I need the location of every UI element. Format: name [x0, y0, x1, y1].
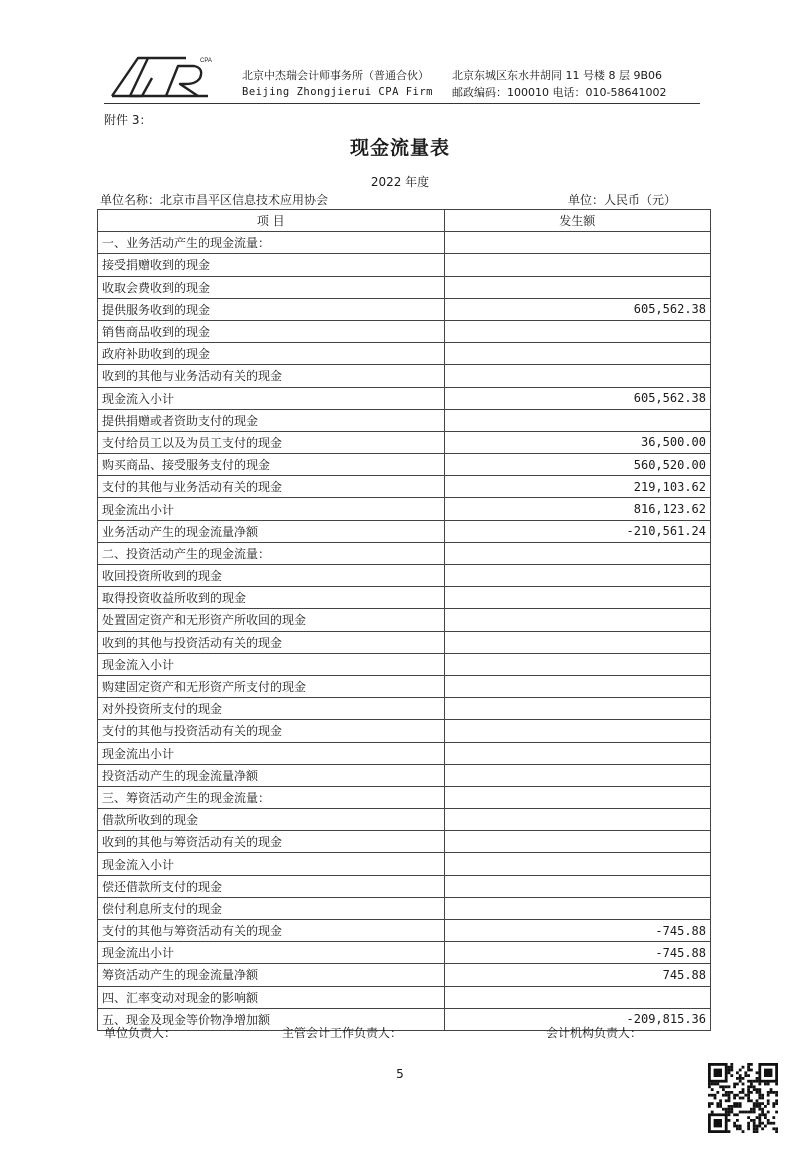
- table-row: [98, 942, 711, 964]
- table-row: [98, 298, 711, 320]
- table-row: [98, 320, 711, 342]
- row-label: 支付的其他与业务活动有关的现金: [98, 476, 445, 498]
- table-row: [98, 964, 711, 986]
- row-amount: [444, 809, 710, 831]
- row-label: 处置固定资产和无形资产所收回的现金: [98, 609, 445, 631]
- row-amount: [444, 343, 710, 365]
- row-amount: [444, 542, 710, 564]
- accounting-dept-head-label: 会计机构负责人：: [546, 1026, 643, 1040]
- row-amount: 745.88: [444, 964, 710, 986]
- row-label: 支付的其他与投资活动有关的现金: [98, 720, 445, 742]
- row-amount: 605,562.38: [444, 298, 710, 320]
- row-label: 提供捐赠或者资助支付的现金: [98, 409, 445, 431]
- row-label: 偿还借款所支付的现金: [98, 875, 445, 897]
- row-label: 支付给员工以及为员工支付的现金: [98, 431, 445, 453]
- row-amount: [444, 565, 710, 587]
- table-row: [98, 409, 711, 431]
- unit-name: 单位名称：北京市昌平区信息技术应用协会: [100, 193, 329, 207]
- row-amount: [444, 986, 710, 1008]
- column-header-item: 项 目: [98, 210, 445, 232]
- table-row: [98, 720, 711, 742]
- row-amount: [444, 631, 710, 653]
- row-amount: [444, 653, 710, 675]
- address-line: 北京东城区东水井胡同 11 号楼 8 层 9B06: [452, 69, 663, 82]
- row-amount: [444, 720, 710, 742]
- row-label: 接受捐赠收到的现金: [98, 254, 445, 276]
- table-row: [98, 520, 711, 542]
- row-label: 收到的其他与筹资活动有关的现金: [98, 831, 445, 853]
- row-amount: [444, 320, 710, 342]
- row-amount: [444, 276, 710, 298]
- page-number: 5: [396, 1067, 404, 1081]
- row-label: 提供服务收到的现金: [98, 298, 445, 320]
- table-row: [98, 875, 711, 897]
- table-body: [98, 232, 711, 1031]
- row-label: 政府补助收到的现金: [98, 343, 445, 365]
- row-amount: 605,562.38: [444, 387, 710, 409]
- logo-text: CPA: [200, 58, 212, 64]
- firm-name-cn: 北京中杰瑞会计师事务所（普通合伙）: [242, 69, 429, 82]
- table-row: [98, 542, 711, 564]
- table-row: [98, 764, 711, 786]
- row-label: 三、筹资活动产生的现金流量：: [98, 786, 445, 808]
- row-label: 销售商品收到的现金: [98, 320, 445, 342]
- row-label: 现金流出小计: [98, 742, 445, 764]
- firm-name-en: Beijing Zhongjierui CPA Firm: [242, 86, 434, 98]
- attachment-label: 附件 3：: [104, 113, 152, 127]
- row-label: 收取会费收到的现金: [98, 276, 445, 298]
- unit-head-label: 单位负责人：: [104, 1026, 177, 1040]
- row-amount: [444, 675, 710, 697]
- row-amount: -745.88: [444, 942, 710, 964]
- row-amount: 816,123.62: [444, 498, 710, 520]
- table-row: [98, 387, 711, 409]
- row-label: 现金流入小计: [98, 653, 445, 675]
- table-row: [98, 986, 711, 1008]
- contact-line: 邮政编码：100010 电话：010-58641002: [452, 86, 667, 99]
- row-amount: -745.88: [444, 920, 710, 942]
- table-row: [98, 454, 711, 476]
- row-amount: [444, 786, 710, 808]
- row-label: 现金流出小计: [98, 942, 445, 964]
- table-row: [98, 565, 711, 587]
- table-row: [98, 587, 711, 609]
- firm-logo: [108, 52, 220, 102]
- row-amount: [444, 742, 710, 764]
- table-row: [98, 276, 711, 298]
- row-amount: 560,520.00: [444, 454, 710, 476]
- table-row: [98, 831, 711, 853]
- table-row: [98, 365, 711, 387]
- row-label: 筹资活动产生的现金流量净额: [98, 964, 445, 986]
- table-row: [98, 232, 711, 254]
- table-row: [98, 498, 711, 520]
- row-label: 对外投资所支付的现金: [98, 698, 445, 720]
- page-title: 现金流量表: [349, 137, 450, 159]
- row-label: 购建固定资产和无形资产所支付的现金: [98, 675, 445, 697]
- row-amount: -210,561.24: [444, 520, 710, 542]
- table-row: [98, 786, 711, 808]
- row-amount: [444, 698, 710, 720]
- column-header-amount: 发生额: [444, 210, 710, 232]
- table-row: [98, 609, 711, 631]
- row-label: 现金流出小计: [98, 498, 445, 520]
- row-label: 业务活动产生的现金流量净额: [98, 520, 445, 542]
- row-label: 借款所收到的现金: [98, 809, 445, 831]
- row-label: 偿付利息所支付的现金: [98, 897, 445, 919]
- header-divider: [104, 103, 700, 104]
- row-label: 四、汇率变动对现金的影响额: [98, 986, 445, 1008]
- table-row: [98, 675, 711, 697]
- table-header-row: [98, 210, 711, 232]
- cash-flow-table: [97, 209, 711, 1031]
- firm-name: [242, 67, 433, 101]
- table-row: [98, 653, 711, 675]
- row-amount: [444, 365, 710, 387]
- row-label: 取得投资收益所收到的现金: [98, 587, 445, 609]
- row-amount: [444, 587, 710, 609]
- table-row: [98, 920, 711, 942]
- row-amount: -209,815.36: [444, 1008, 710, 1030]
- table-row: [98, 853, 711, 875]
- table-row: [98, 631, 711, 653]
- table-row: [98, 698, 711, 720]
- accounting-head-label: 主管会计工作负责人：: [282, 1026, 403, 1040]
- qr-code-icon: [708, 1063, 778, 1133]
- row-amount: 36,500.00: [444, 431, 710, 453]
- row-amount: [444, 254, 710, 276]
- row-label: 投资活动产生的现金流量净额: [98, 764, 445, 786]
- row-label: 现金流入小计: [98, 387, 445, 409]
- row-amount: [444, 609, 710, 631]
- row-label: 收到的其他与投资活动有关的现金: [98, 631, 445, 653]
- report-year: 2022 年度: [370, 175, 430, 189]
- row-amount: [444, 409, 710, 431]
- row-amount: [444, 764, 710, 786]
- row-amount: [444, 853, 710, 875]
- table-row: [98, 431, 711, 453]
- table-row: [98, 476, 711, 498]
- row-label: 一、业务活动产生的现金流量：: [98, 232, 445, 254]
- row-amount: 219,103.62: [444, 476, 710, 498]
- row-label: 收回投资所收到的现金: [98, 565, 445, 587]
- table-row: [98, 343, 711, 365]
- row-label: 五、现金及现金等价物净增加额: [98, 1008, 445, 1030]
- firm-address: [452, 67, 666, 101]
- row-amount: [444, 875, 710, 897]
- currency-unit: 单位：人民币（元）: [568, 193, 677, 207]
- row-label: 二、投资活动产生的现金流量：: [98, 542, 445, 564]
- row-label: 支付的其他与筹资活动有关的现金: [98, 920, 445, 942]
- row-label: 购买商品、接受服务支付的现金: [98, 454, 445, 476]
- table-row: [98, 809, 711, 831]
- table-row: [98, 254, 711, 276]
- table-row: [98, 897, 711, 919]
- table-row: [98, 742, 711, 764]
- row-amount: [444, 831, 710, 853]
- row-label: 收到的其他与业务活动有关的现金: [98, 365, 445, 387]
- row-label: 现金流入小计: [98, 853, 445, 875]
- row-amount: [444, 232, 710, 254]
- row-amount: [444, 897, 710, 919]
